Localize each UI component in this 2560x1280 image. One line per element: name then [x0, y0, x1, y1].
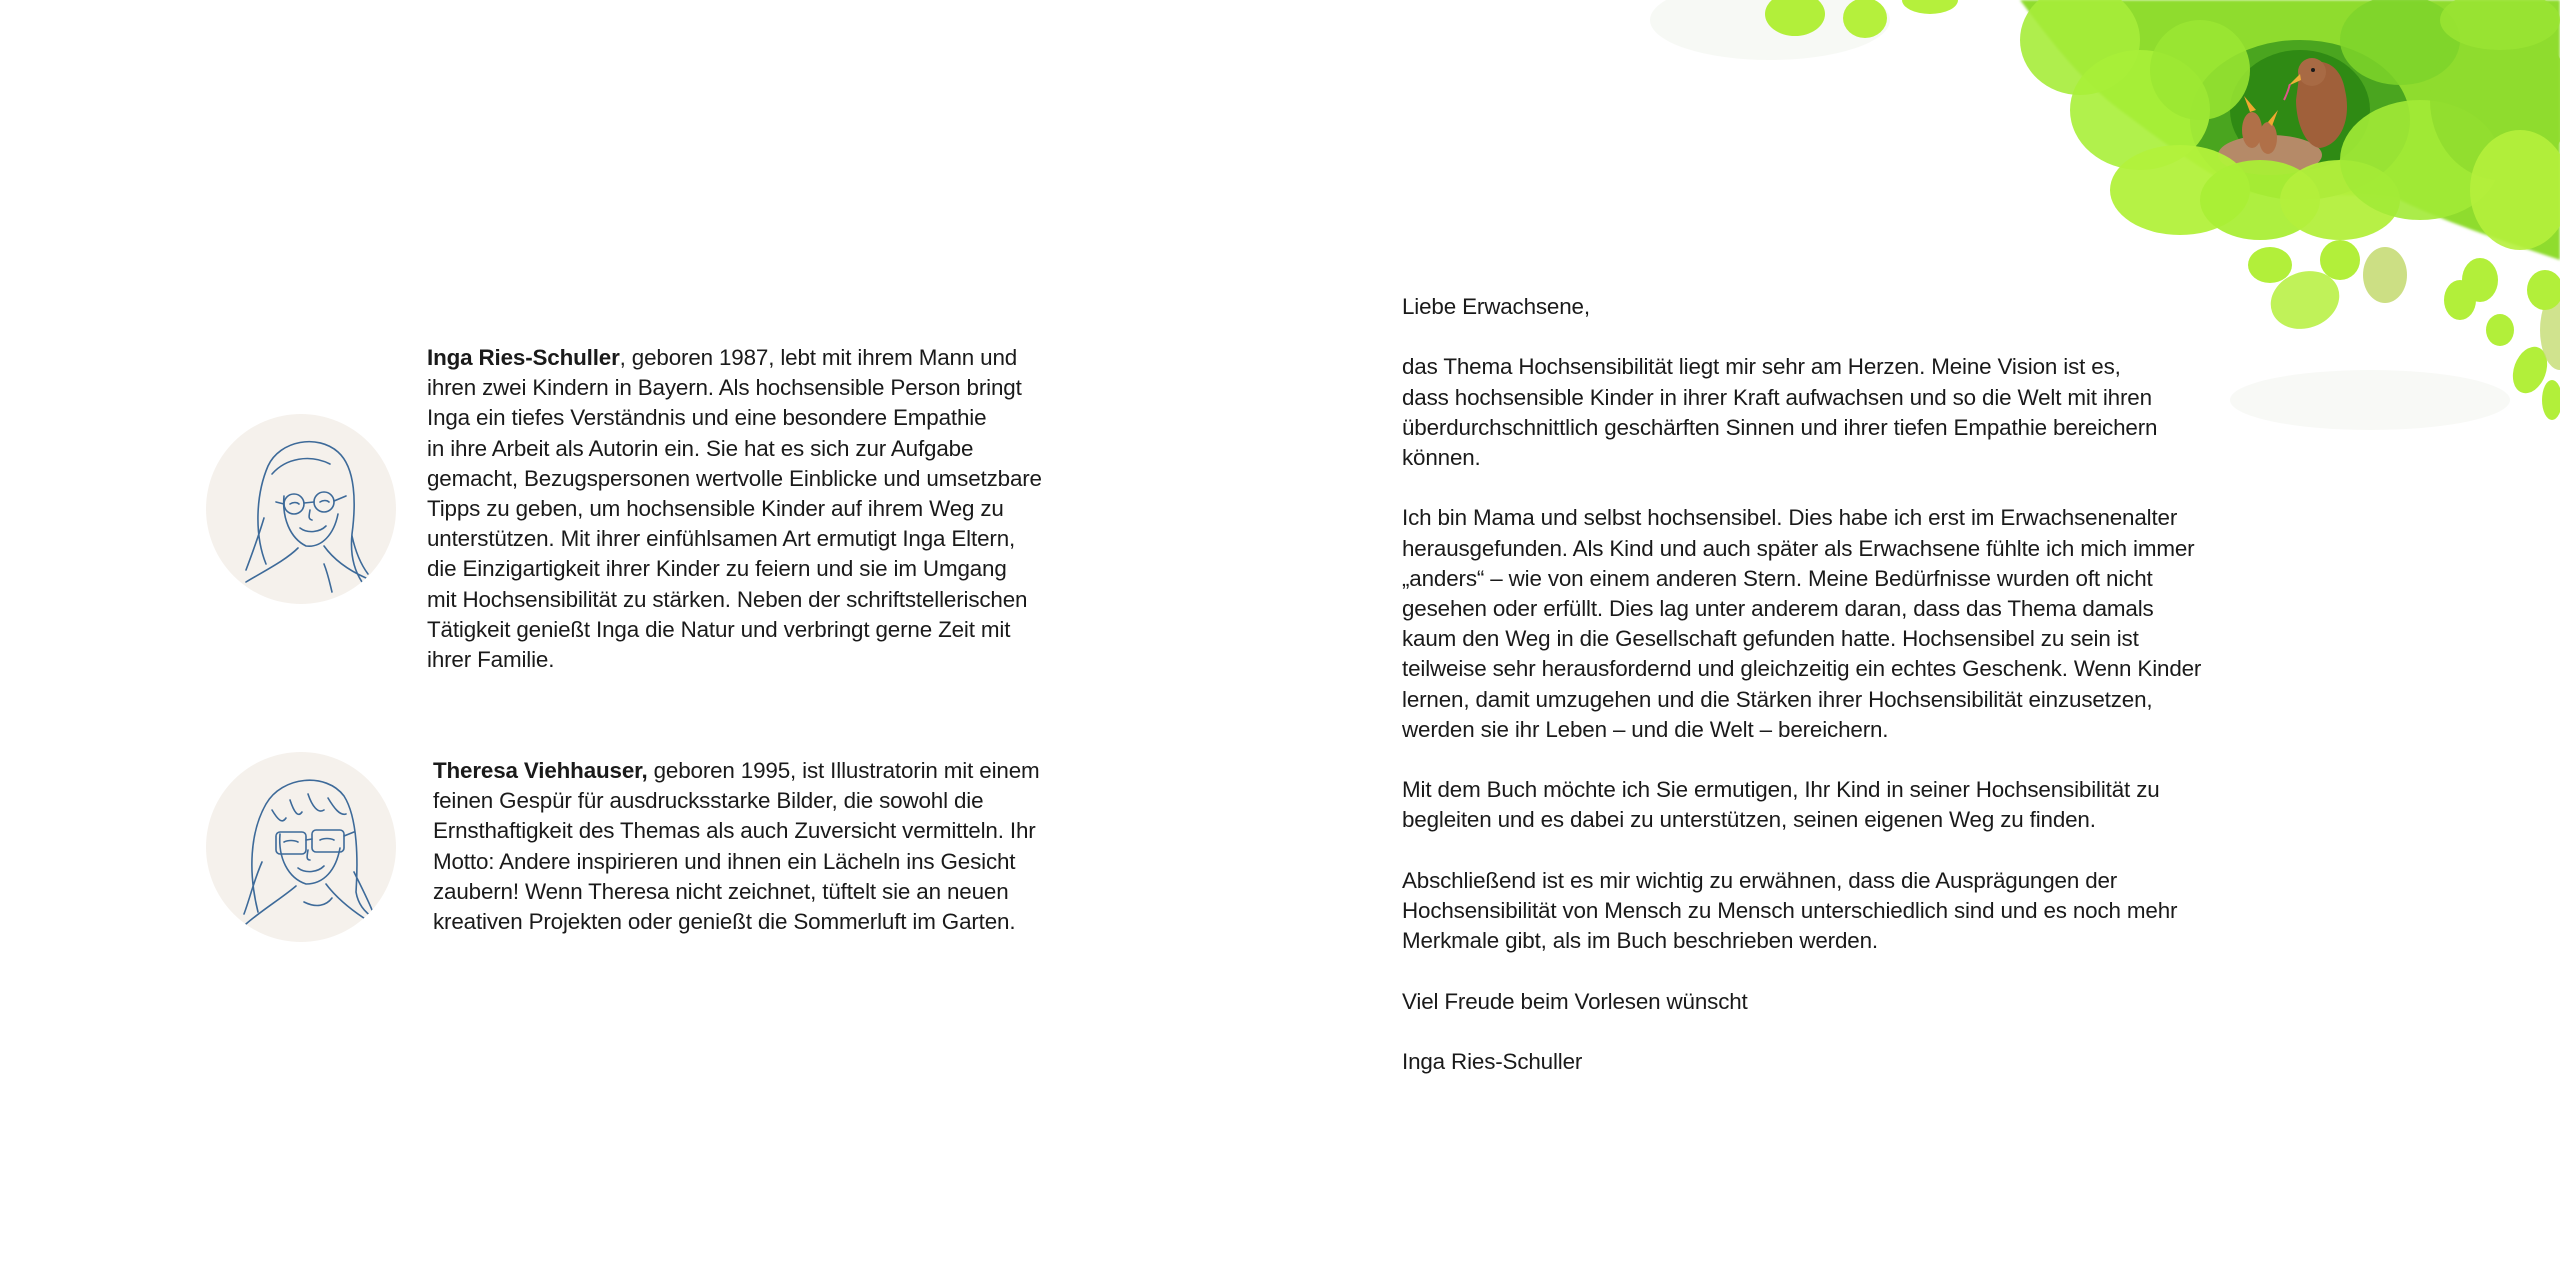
bio-inga: [427, 343, 1057, 675]
bio-inga-line: unterstützen. Mit ihrer einfühlsamen Art ermutigt Inga Eltern,: [427, 526, 1016, 552]
letter-closing: Viel Freude beim Vorlesen wünscht: [1402, 988, 1748, 1014]
bio-theresa-line: kreativen Projekten oder genießt die Sommerluft im Garten.: [433, 909, 1016, 935]
bio-inga-line: Inga ein tiefes Verständnis und eine besondere Empathie: [427, 405, 987, 431]
bio-theresa: [433, 756, 1063, 937]
bio-inga-line: ihrer Familie.: [427, 647, 555, 673]
bio-inga-line: die Einzigartigkeit ihrer Kinder zu feiern und sie im Umgang: [427, 556, 1007, 582]
bio-inga-line: Tätigkeit genießt Inga die Natur und verbringt gerne Zeit mit: [427, 616, 1011, 642]
letter-greeting: Liebe Erwachsene,: [1402, 294, 1590, 319]
bio-theresa-line: Motto: Andere inspirieren und ihnen ein Lächeln ins Gesicht: [433, 848, 1016, 874]
bio-inga-line: Inga Ries-Schuller, geboren 1987, lebt mit ihrem Mann und: [427, 345, 1018, 370]
bio-theresa-line: Theresa Viehhauser, geboren 1995, ist Illustratorin mit einem: [433, 758, 1040, 783]
bio-theresa-line: zaubern! Wenn Theresa nicht zeichnet, tüftelt sie an neuen: [433, 878, 1009, 904]
bio-inga-line: Tipps zu geben, um hochsensible Kinder auf ihrem Weg zu: [427, 496, 1004, 522]
letter-paragraph-1: das Thema Hochsensibilität liegt mir sehr am Herzen. Meine Vision ist es, dass hochsensible Kinder in ihrer Kraft aufwachsen und so die Welt mit ihren überdurchschnittlich geschärften Sinnen und ihrer tiefen Empathie bereichern können.: [1402, 354, 2158, 470]
portrait-illustration-theresa-icon: [206, 752, 396, 942]
letter-paragraph-2: Ich bin Mama und selbst hochsensibel. Dies habe ich erst im Erwachsenenalter herausgefunden. Als Kind und auch später als Erwachsene fühlte ich mich immer „anders“ – wie von einem anderen Stern. Meine Bedürfnisse wurden oft nicht gesehen oder erfüllt. Dies lag unter anderem daran, dass das Thema damals kaum den Weg in die Gesellschaft gefunden hatte. Hochsensibel zu sein ist teilweise sehr herausfordernd und gleichzeitig ein echtes Geschenk. Wenn Kinder lernen, damit umzugehen und die Stärken ihrer Hochsensibilität einzusetzen, werden sie ihr Leben – und die Welt – bereichern.: [1402, 505, 2202, 742]
bio-theresa-line: Ernsthaftigkeit des Themas als auch Zuversicht vermitteln. Ihr: [433, 818, 1036, 844]
letter-paragraph-4: Abschließend ist es mir wichtig zu erwähnen, dass die Ausprägungen der Hochsensibilität von Mensch zu Mensch unterschiedlich sind und es noch mehr Merkmale gibt, als im Buch beschrieben werden.: [1402, 867, 2178, 954]
bio-inga-name: Inga Ries-Schuller: [427, 345, 620, 370]
letter-paragraph-3: Mit dem Buch möchte ich Sie ermutigen, Ihr Kind in seiner Hochsensibilität zu begleiten und es dabei zu unterstützen, seinen eigenen Weg zu finden.: [1402, 777, 2160, 833]
letter-signature: Inga Ries-Schuller: [1402, 1048, 1583, 1074]
bio-inga-line: in ihre Arbeit als Autorin ein. Sie hat es sich zur Aufgabe: [427, 435, 974, 461]
bio-theresa-line: feinen Gespür für ausdrucksstarke Bilder, die sowohl die: [433, 788, 984, 814]
bio-theresa-name: Theresa Viehhauser,: [433, 758, 648, 783]
portrait-illustration-inga-icon: [206, 414, 396, 604]
bio-inga-line: mit Hochsensibilität zu stärken. Neben der schriftstellerischen: [427, 586, 1028, 612]
bio-inga-line: ihren zwei Kindern in Bayern. Als hochsensible Person bringt: [427, 375, 1022, 401]
bio-inga-line: gemacht, Bezugspersonen wertvolle Einblicke und umsetzbare: [427, 465, 1042, 491]
foreword-letter: [1402, 292, 2242, 1077]
